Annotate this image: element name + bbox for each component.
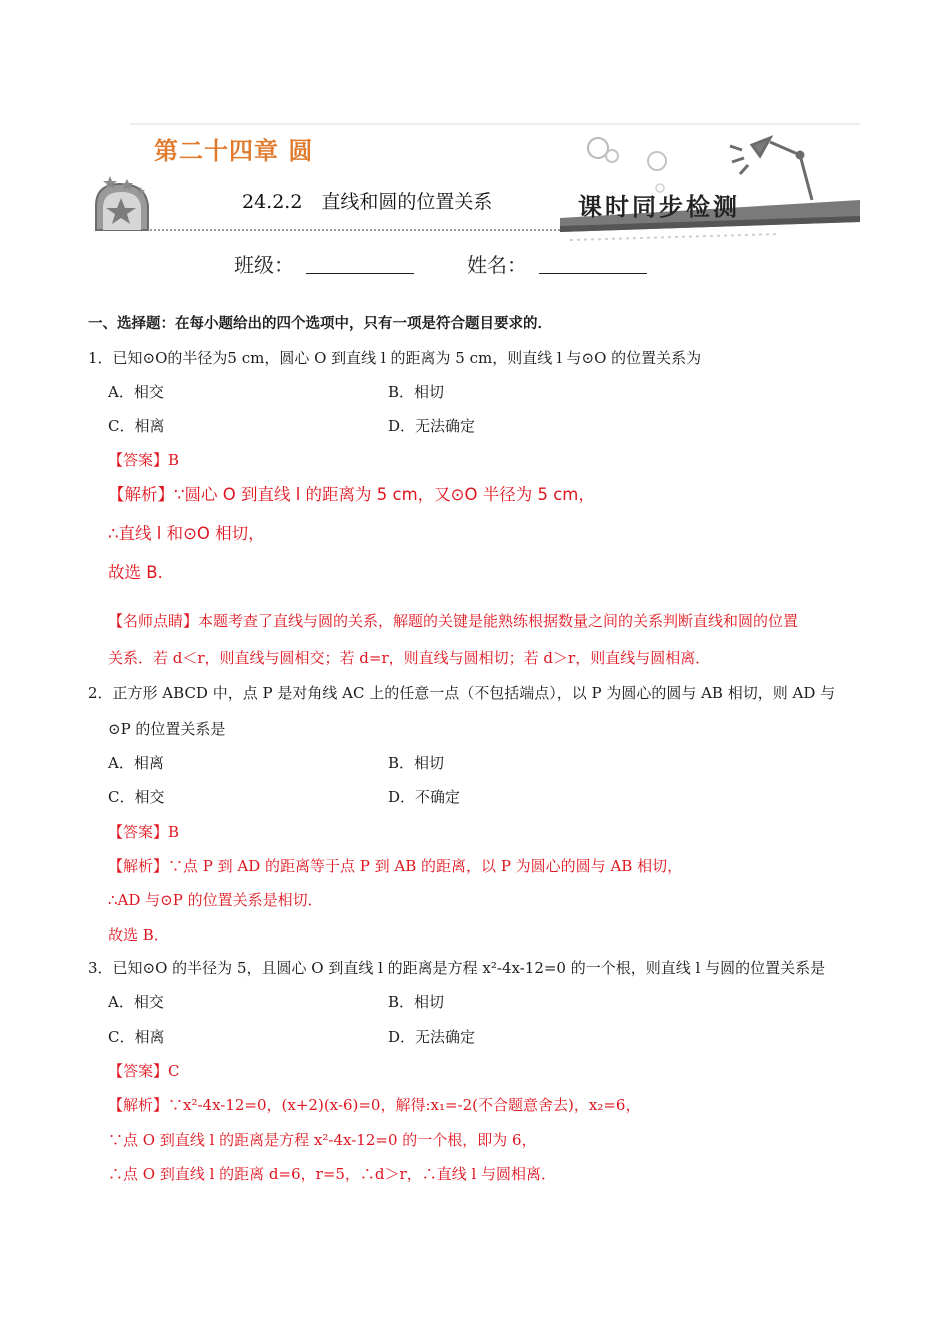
- q2-option-a: A．相离: [108, 754, 164, 772]
- q2-stem-2: ⊙P 的位置关系是: [108, 720, 226, 738]
- q1-option-d: D．无法确定: [388, 417, 476, 435]
- section-title: 24.2.2 直线和圆的位置关系: [242, 191, 493, 213]
- q3-analysis-3: ∴点 O 到直线 l 的距离 d=6，r=5，∴d＞r，∴直线 l 与圆相离．: [108, 1165, 557, 1183]
- bubble-icon: [588, 138, 608, 158]
- q1-analysis-1: 【解析】∵圆心 O 到直线 l 的距离为 5 cm，又⊙O 半径为 5 cm，: [108, 485, 595, 504]
- q1-option-c: C．相离: [108, 417, 165, 435]
- name-field: [467, 249, 647, 278]
- q1-tip-2: 关系．若 d＜r，则直线与圆相交；若 d=r，则直线与圆相切；若 d＞r，则直线与圆相离．: [108, 649, 711, 667]
- q1-stem: 1．已知⊙O的半径为5 cm，圆心 O 到直线 l 的距离为 5 cm，则直线 l 与⊙O 的位置关系为: [88, 349, 702, 367]
- q2-option-d: D．不确定: [388, 788, 461, 806]
- chapter-title: 第二十四章 圆: [154, 137, 314, 165]
- q3-option-c: C．相离: [108, 1028, 165, 1046]
- q3-option-b: B．相切: [388, 993, 445, 1011]
- q3-stem: 3．已知⊙O 的半径为 5，且圆心 O 到直线 l 的距离是方程 x²-4x-12=0 的一个根，则直线 l 与圆的位置关系是: [88, 959, 826, 977]
- q1-analysis-2: ∴直线 l 和⊙O 相切，: [108, 524, 265, 543]
- desk-lamp-icon: [730, 138, 812, 200]
- q2-answer: 【答案】B: [108, 823, 180, 841]
- q3-option-d: D．无法确定: [388, 1028, 476, 1046]
- q2-stem-1: 2．正方形 ABCD 中，点 P 是对角线 AC 上的任意一点（不包括端点），以 P 为圆心的圆与 AB 相切，则 AD 与: [88, 684, 836, 702]
- q2-analysis-3: 故选 B．: [108, 926, 169, 944]
- q2-option-b: B．相切: [388, 754, 445, 772]
- course-stamp: 课时同步检测: [578, 192, 740, 221]
- q1-answer: 【答案】B: [108, 451, 180, 469]
- q1-tip-1: 【名师点睛】本题考查了直线与圆的关系，解题的关键是能熟练根据数量之间的关系判断直线和圆的位置: [108, 612, 799, 630]
- q1-option-a: A．相交: [108, 383, 164, 401]
- q2-analysis-2: ∴AD 与⊙P 的位置关系是相切．: [108, 891, 323, 909]
- q3-option-a: A．相交: [108, 993, 164, 1011]
- q3-analysis-1: 【解析】∵x²-4x-12=0，(x+2)(x-6)=0，解得:x₁=-2(不合题意舍去)，x₂=6，: [108, 1096, 641, 1114]
- class-field: [234, 249, 414, 278]
- q2-option-c: C．相交: [108, 788, 165, 806]
- q1-option-b: B．相切: [388, 383, 445, 401]
- name-blank: [539, 255, 647, 274]
- q2-analysis-1: 【解析】∵点 P 到 AD 的距离等于点 P 到 AB 的距离，以 P 为圆心的圆与 AB 相切，: [108, 857, 683, 875]
- class-blank: [306, 255, 414, 274]
- section-heading: 一、选择题：在每小题给出的四个选项中，只有一项是符合题目要求的．: [88, 316, 552, 332]
- star-badge-icon: [96, 176, 148, 230]
- class-label: 班级：: [234, 253, 294, 277]
- q1-analysis-3: 故选 B．: [108, 563, 175, 582]
- name-label: 姓名：: [467, 253, 527, 277]
- q3-analysis-2: ∵点 O 到直线 l 的距离是方程 x²-4x-12=0 的一个根，即为 6，: [108, 1131, 537, 1149]
- q3-answer: 【答案】C: [108, 1062, 180, 1080]
- header-banner: [0, 0, 950, 300]
